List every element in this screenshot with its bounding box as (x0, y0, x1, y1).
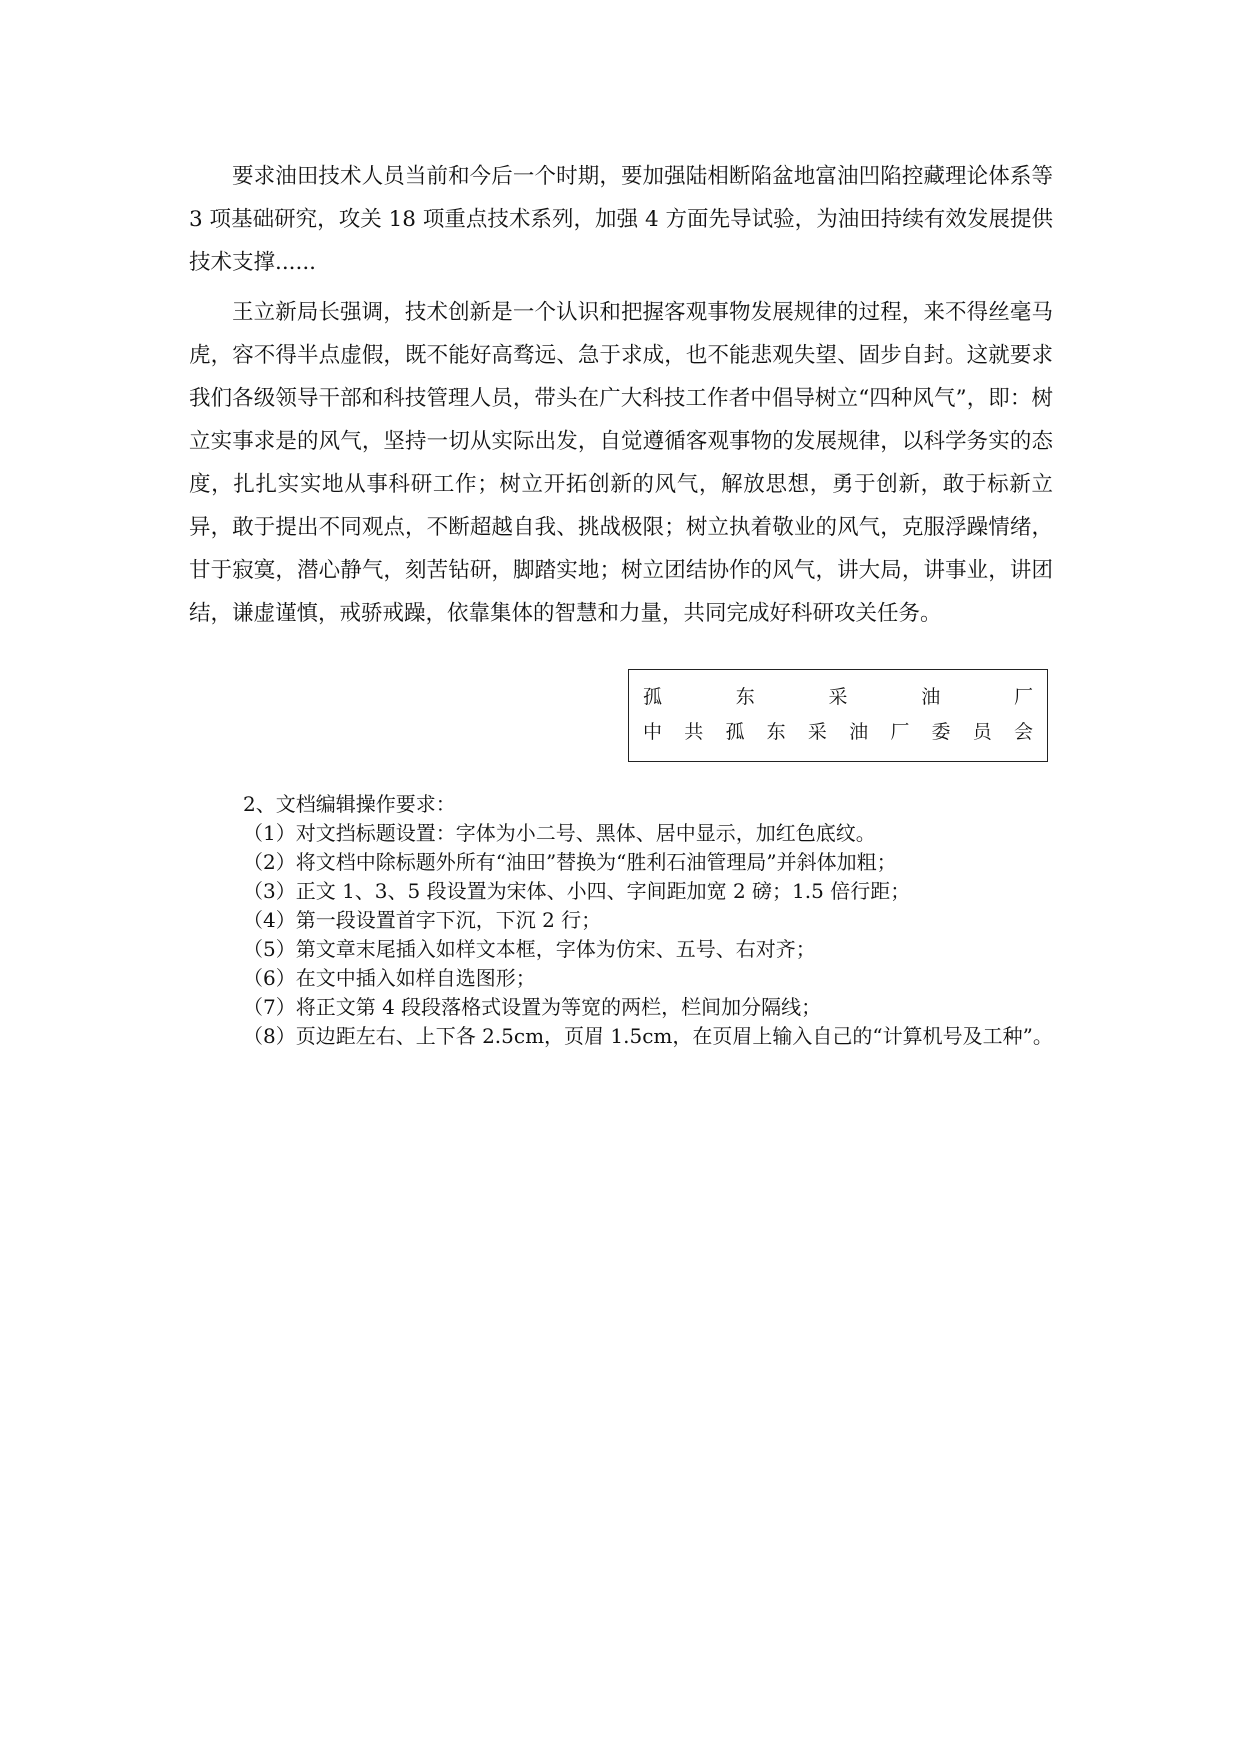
editing-requirements (243, 790, 1055, 1051)
requirement-item: （8）页边距左右、上下各 2.5cm，页眉 1.5cm，在页眉上输入自己的“计算机号及工种”。 (243, 1024, 1053, 1048)
requirement-item: （2）将文档中除标题外所有“油田”替换为“胜利石油管理局”并斜体加粗； (243, 850, 897, 874)
signature-char: 共 (684, 721, 704, 743)
signature-char: 油 (849, 721, 869, 743)
signature-char: 采 (807, 721, 827, 743)
signature-char: 厂 (1013, 686, 1033, 708)
body-text (189, 155, 1053, 635)
requirement-item: （7）将正文第 4 段段落格式设置为等宽的两栏，栏间加分隔线； (243, 995, 822, 1019)
signature-line-2 (643, 715, 1033, 750)
requirement-item: （6）在文中插入如样自选图形； (243, 966, 536, 990)
requirement-item: （4）第一段设置首字下沉，下沉 2 行； (243, 908, 602, 932)
signature-char: 厂 (890, 721, 910, 743)
signature-char: 孤 (725, 721, 745, 743)
signature-char: 孤 (643, 686, 663, 708)
signature-text-box (628, 669, 1048, 762)
requirements-title: 2、文档编辑操作要求： (243, 792, 456, 816)
signature-char: 委 (931, 721, 951, 743)
signature-char: 员 (972, 721, 992, 743)
signature-char: 会 (1013, 721, 1033, 743)
signature-char: 采 (828, 686, 848, 708)
paragraph-1: 要求油田技术人员当前和今后一个时期，要加强陆相断陷盆地富油凹陷控藏理论体系等 3 项基础研究，攻关 18 项重点技术系列，加强 4 方面先导试验，为油田持续有效发展提供技术支撑...... (189, 164, 1053, 275)
signature-char: 东 (766, 721, 786, 743)
requirement-item: （5）第文章末尾插入如样文本框，字体为仿宋、五号、右对齐； (243, 937, 816, 961)
signature-char: 中 (643, 721, 663, 743)
signature-line-1 (643, 680, 1033, 715)
paragraph-2: 王立新局长强调，技术创新是一个认识和把握客观事物发展规律的过程，来不得丝毫马虎，容不得半点虚假，既不能好高骛远、急于求成，也不能悲观失望、固步自封。这就要求我们各级领导干部和科技管理人员，带头在广大科技工作者中倡导树立“四种风气”，即：树立实事求是的风气，坚持一切从实际出发，自觉遵循客观事物的发展规律，以科学务实的态度，扎扎实实地从事科研工作；树立开拓创新的风气，解放思想，勇于创新，敢于标新立异，敢于提出不同观点，不断超越自我、挑战极限；树立执着敬业的风气，克服浮躁情绪，甘于寂寞，潜心静气，刻苦钻研，脚踏实地；树立团结协作的风气，讲大局，讲事业，讲团结，谦虚谨慎，戒骄戒躁，依靠集体的智慧和力量，共同完成好科研攻关任务。 (189, 300, 1053, 626)
requirement-item: （1）对文挡标题设置：字体为小二号、黑体、居中显示，加红色底纹。 (243, 821, 876, 845)
requirement-item: （3）正文 1、3、5 段设置为宋体、小四、字间距加宽 2 磅；1.5 倍行距； (243, 879, 911, 903)
signature-char: 油 (921, 686, 941, 708)
signature-char: 东 (735, 686, 755, 708)
